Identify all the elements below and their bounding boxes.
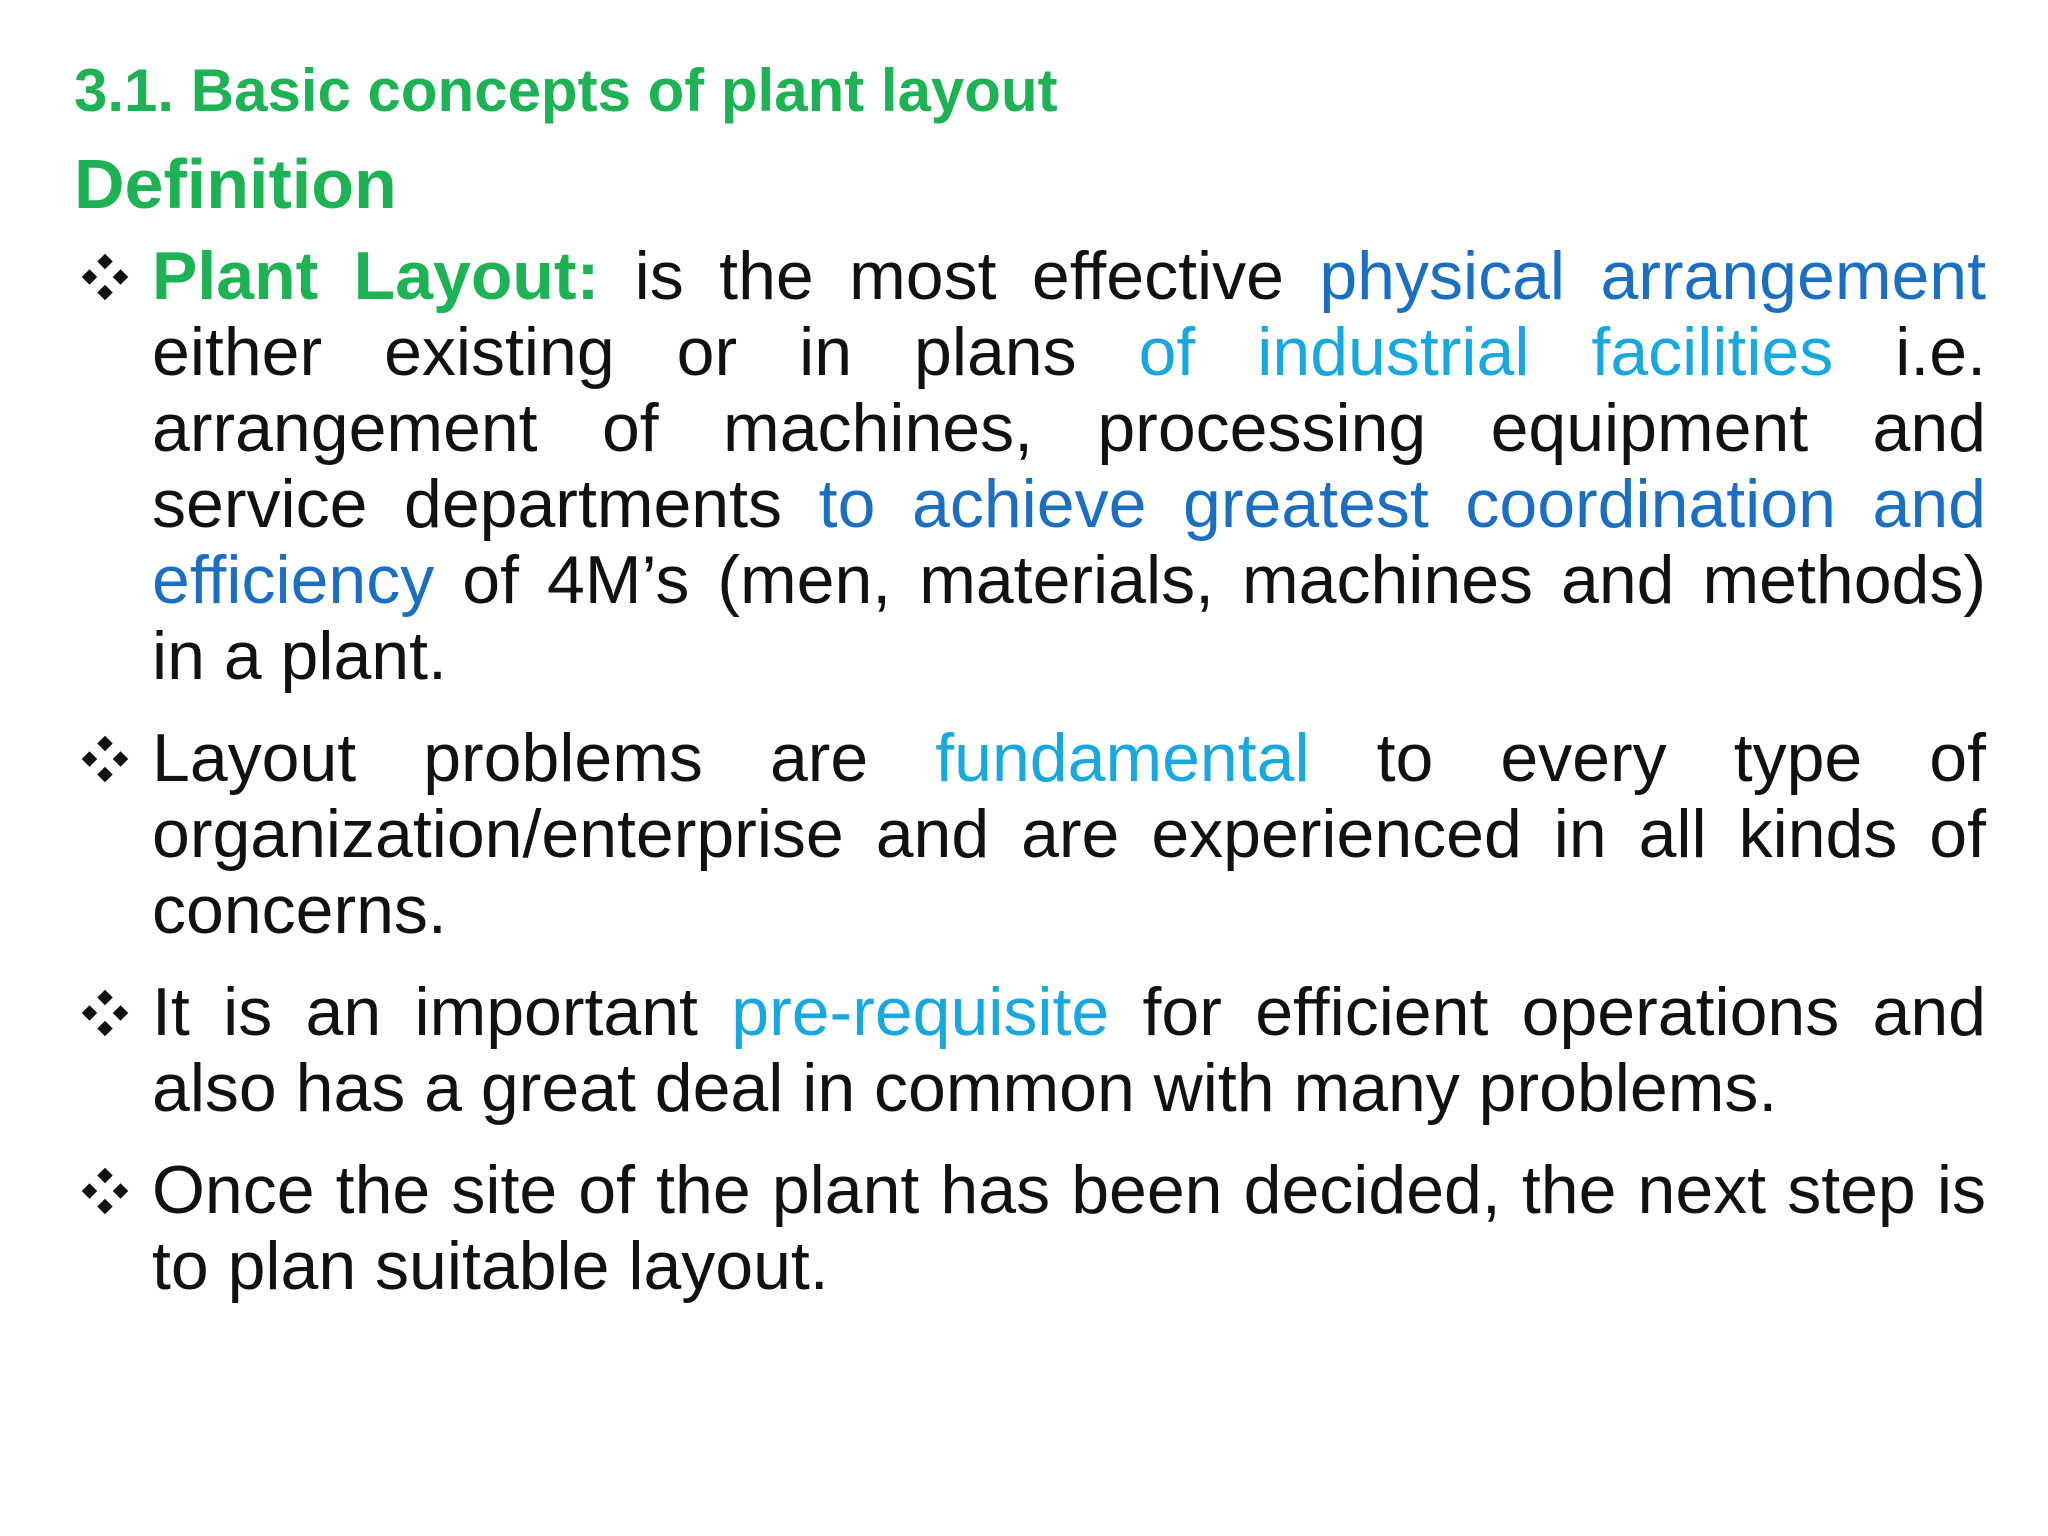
- pre-requisite-highlight: pre-requisite: [731, 974, 1110, 1050]
- four-diamond-bullet-icon: [74, 246, 136, 308]
- plant-layout-text-part-4: of 4M’s (men, materials, machines and methods) in a plant.: [152, 542, 1986, 694]
- definition-bullet-list: [74, 238, 1986, 1330]
- fundamental-highlight: fundamental: [935, 720, 1310, 796]
- coordination-efficiency-highlight: to achieve greatest coordination and efficiency: [152, 466, 1986, 618]
- layout-problems-text-part-2: to every type of organization/enterprise and are experienced in all kinds of concerns.: [152, 720, 1986, 948]
- site-decided-bullet: [74, 1152, 1986, 1304]
- physical-arrangement-highlight: physical arrangement: [1319, 238, 1986, 314]
- section-title: 3.1. Basic concepts of plant layout: [74, 57, 1058, 124]
- plant-layout-text-part-3: i.e. arrangement of machines, processing equipment and service departments: [152, 314, 1986, 542]
- four-diamond-bullet-icon: [74, 1160, 136, 1222]
- plant-layout-text-part-2: either existing or in plans: [152, 314, 1139, 390]
- prerequisite-text-part-1: It is an important: [152, 974, 732, 1050]
- plant-layout-term: Plant Layout:: [152, 238, 600, 314]
- layout-problems-bullet: [74, 720, 1986, 948]
- four-diamond-bullet-icon: [74, 982, 136, 1044]
- definition-heading: Definition: [74, 145, 397, 223]
- plant-layout-definition-bullet: [74, 238, 1986, 694]
- plant-layout-text-part-1: is the most effective: [599, 238, 1320, 314]
- prerequisite-text-part-2: for efficient operations and also has a great deal in common with many problems.: [152, 974, 1986, 1126]
- prerequisite-bullet: [74, 974, 1986, 1126]
- layout-problems-text-part-1: Layout problems are: [152, 720, 936, 796]
- industrial-facilities-highlight: of industrial facilities: [1138, 314, 1834, 390]
- site-decided-text: Once the site of the plant has been decided, the next step is to plan suitable layout.: [152, 1152, 1986, 1304]
- four-diamond-bullet-icon: [74, 728, 136, 790]
